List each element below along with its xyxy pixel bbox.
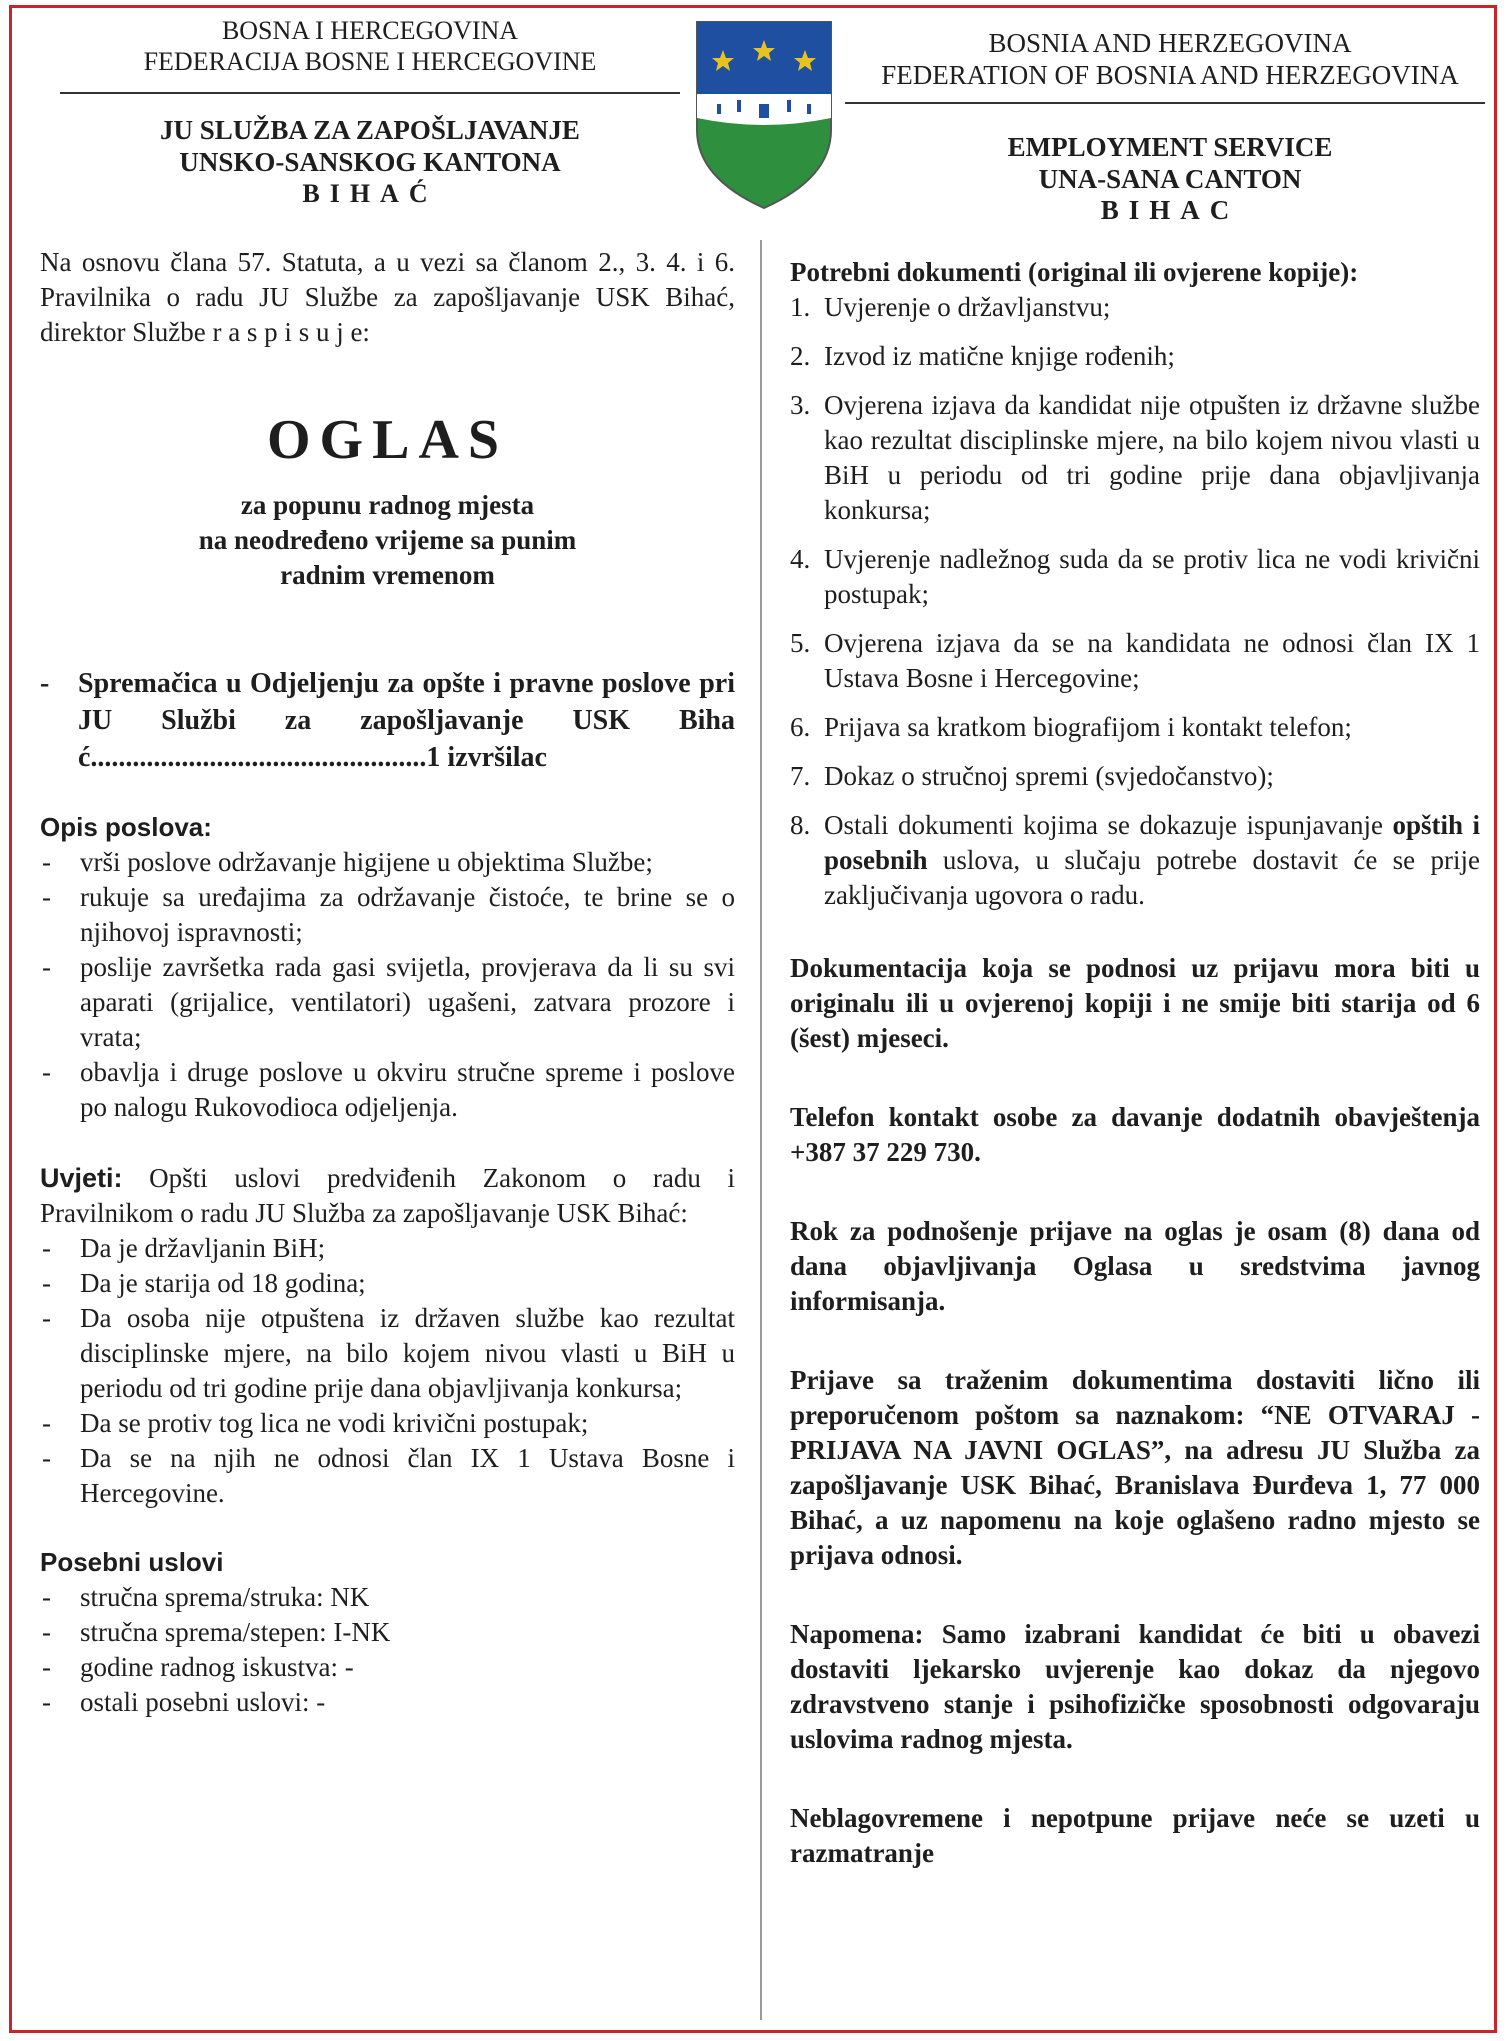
list-item xyxy=(790,626,1480,696)
right-column xyxy=(790,255,1480,1871)
position-entry xyxy=(40,665,735,776)
list-item xyxy=(790,710,1480,745)
documents-heading: Potrebni dokumenti (original ili ovjerene kopije): xyxy=(790,257,1359,287)
item-number: 1. xyxy=(790,292,811,322)
remark-note: Napomena: Samo izabrani kandidat će biti u obavezi dostaviti ljekarsko uvjerenje kao dokaz da njegovo zdravstveno stanje i psihofizičke sposobnosti odgovaraju uslovima radnog mjesta. xyxy=(790,1619,1480,1754)
list-item xyxy=(790,542,1480,612)
header-country-bs: BOSNA I HERCEGOVINA xyxy=(221,16,519,45)
item-number: 7. xyxy=(790,761,811,791)
item-text: Prijava sa kratkom biografijom i kontakt telefon; xyxy=(824,712,1352,742)
header-federation-bs: FEDERACIJA BOSNE I HERCEGOVINE xyxy=(143,46,597,76)
header-city-bs: BIHAĆ xyxy=(302,179,438,209)
contact-phone-note: Telefon kontakt osobe za davanje dodatnih obavještenja +387 37 229 730. xyxy=(790,1102,1480,1167)
list-item: - rukuje sa uređajima za održavanje čistoće, te brine se o njihovoj ispravnosti; xyxy=(40,880,735,950)
header-org-en-line1: EMPLOYMENT SERVICE xyxy=(1007,131,1333,162)
item-text-start: Ostali dokumenti kojima se dokazuje ispunjavanje xyxy=(824,810,1393,840)
intro-paragraph: Na osnovu člana 57. Statuta, a u vezi sa članom 2., 3. 4. i 6. Pravilnika o radu JU Službe za zapošljavanje USK Bihać, direktor Službe r a s p i s u j e: xyxy=(40,247,735,347)
item-number: 8. xyxy=(790,810,811,840)
item-text: Uvjerenje nadležnog suda da se protiv lica ne vodi krivični postupak; xyxy=(824,544,1480,609)
list-item: - Da se protiv tog lica ne vodi krivični postupak; xyxy=(40,1406,735,1441)
list-item xyxy=(790,388,1480,528)
item-number: 5. xyxy=(790,628,811,658)
notice-title: OGLAS xyxy=(266,409,509,471)
deadline-note: Rok za podnošenje prijave na oglas je osam (8) dana od dana objavljivanja Oglasa u sredstvima javnog informisanja. xyxy=(790,1216,1480,1316)
list-item: - ostali posebni uslovi: - xyxy=(40,1685,735,1720)
special-conditions-heading: Posebni uslovi xyxy=(40,1547,224,1577)
documents-list xyxy=(790,290,1480,913)
item-text: Ovjerena izjava da kandidat nije otpušten iz državne službe kao rezultat disciplinske mjere, na bilo kojem nivou vlasti u BiH u periodu od tri godine prije dana objavljivanja konkursa; xyxy=(824,390,1480,525)
conditions-label: Uvjeti: xyxy=(40,1163,123,1193)
cantonal-coat-of-arms xyxy=(693,20,835,210)
conditions-paragraph xyxy=(40,1161,735,1231)
left-column xyxy=(40,245,735,1720)
list-item: - Da se na njih ne odnosi član IX 1 Ustava Bosne i Hercegovine. xyxy=(40,1441,735,1511)
list-item xyxy=(790,339,1480,374)
list-item xyxy=(790,759,1480,794)
item-text: Ovjerena izjava da se na kandidata ne odnosi član IX 1 Ustava Bosne i Hercegovine; xyxy=(824,628,1480,693)
header-org-en-line2: UNA-SANA CANTON xyxy=(1038,163,1302,194)
header-rule-right xyxy=(845,102,1485,104)
item-text-bold: opštih i posebnih xyxy=(824,810,1480,875)
list-item: - Da je starija od 18 godina; xyxy=(40,1266,735,1301)
item-text: Izvod iz matične knjige rođenih; xyxy=(824,341,1175,371)
duties-list xyxy=(40,845,735,1125)
header-city-en: BIHAC xyxy=(1100,195,1240,226)
item-text-end: uslova, u slučaju potrebe dostavit će se prije zaključivanja ugovora o radu. xyxy=(824,845,1480,910)
list-item: - godine radnog iskustva: - xyxy=(40,1650,735,1685)
list-item: - Da je državljanin BiH; xyxy=(40,1231,735,1266)
list-item: - vrši poslove održavanje higijene u objektima Službe; xyxy=(40,845,735,880)
special-conditions-list xyxy=(40,1580,735,1720)
position-text: Spremačica u Odjeljenju za opšte i pravne poslove pri JU Službi za zapošljavanje USK Bihać................................................1 izvršilac xyxy=(78,668,735,773)
list-item xyxy=(790,290,1480,325)
header-rule-left xyxy=(60,92,680,94)
column-divider xyxy=(760,240,762,2020)
item-number: 6. xyxy=(790,712,811,742)
subtitle-line: na neodređeno vrijeme sa punim xyxy=(198,525,577,555)
subtitle-line: za popunu radnog mjesta xyxy=(240,490,535,520)
list-item: - obavlja i druge poslove u okviru stručne spreme i poslove po nalogu Rukovodioca odjeljenja. xyxy=(40,1055,735,1125)
item-number: 2. xyxy=(790,341,811,371)
header-country-en: BOSNIA AND HERZEGOVINA xyxy=(988,28,1352,58)
position-dash: - xyxy=(40,668,50,699)
list-item: - stručna sprema/struka: NK xyxy=(40,1580,735,1615)
header-org-bs-line1: JU SLUŽBA ZA ZAPOŠLJAVANJE xyxy=(160,115,580,146)
late-applications-note: Neblagovremene i nepotpune prijave neće se uzeti u razmatranje xyxy=(790,1803,1480,1868)
item-number: 3. xyxy=(790,390,811,420)
submission-instructions: Prijave sa traženim dokumentima dostaviti lično ili preporučenom poštom sa naznakom: “NE OTVARAJ - PRIJAVA NA JAVNI OGLAS”, na adresu JU Služba za zapošljavanje USK Bihać, Branislava Đurđeva 1, 77 000 Bihać, a uz napomenu na koje oglašeno radno mjesto se prijava odnosi. xyxy=(790,1365,1480,1570)
list-item xyxy=(790,808,1480,913)
subtitle-line: radnim vremenom xyxy=(280,560,495,590)
list-item: - poslije završetka rada gasi svijetla, provjerava da li su svi aparati (grijalice, ventilatori) ugašeni, zatvara prozore i vrata; xyxy=(40,950,735,1055)
header-org-bs-line2: UNSKO-SANSKOG KANTONA xyxy=(179,147,561,178)
item-number: 4. xyxy=(790,544,811,574)
item-text xyxy=(824,808,1480,913)
header-right xyxy=(845,28,1495,227)
conditions-text: Opšti uslovi predviđenih Zakonom o radu i Pravilnikom o radu JU Služba za zapošljavanje USK Bihać: xyxy=(40,1163,735,1228)
list-item: - Da osoba nije otpuštena iz državen službe kao rezultat disciplinske mjere, na bilo kojem nivou vlasti u BiH u periodu od tri godine prije dana objavljivanja konkursa; xyxy=(40,1301,735,1406)
header-federation-en: FEDERATION OF BOSNIA AND HERZEGOVINA xyxy=(881,59,1459,90)
item-text: Uvjerenje o državljanstvu; xyxy=(824,292,1111,322)
list-item: - stručna sprema/stepen: I-NK xyxy=(40,1615,735,1650)
item-text: Dokaz o stručnoj spremi (svjedočanstvo); xyxy=(824,761,1274,791)
requirements-list xyxy=(40,1231,735,1511)
documentation-note: Dokumentacija koja se podnosi uz prijavu mora biti u originalu ili u ovjerenoj kopiji i ne smije biti starija od 6 (šest) mjeseci. xyxy=(790,953,1480,1053)
header-left xyxy=(60,16,680,210)
notice-subtitle xyxy=(40,488,735,593)
duties-heading: Opis poslova: xyxy=(40,812,212,842)
